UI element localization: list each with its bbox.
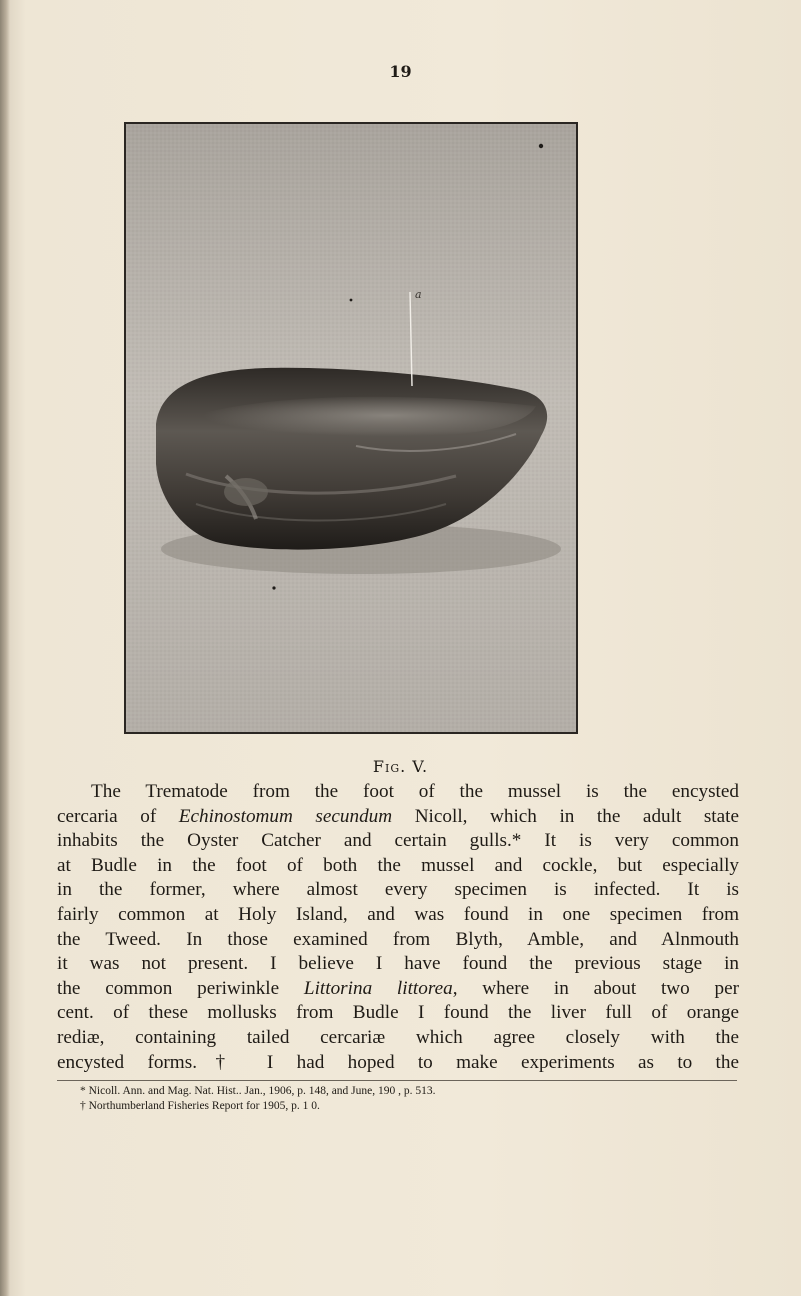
body-line: encysted forms.† I had hoped to make experiments as to the xyxy=(57,1051,739,1073)
footnotes xyxy=(80,1084,740,1114)
footnote-1: * Nicoll. Ann. and Mag. Nat. Hist.. Jan., 1906, p. 148, and June, 190 , p. 513. xyxy=(80,1085,436,1097)
body-line: The Trematode from the foot of the mussel is the encysted xyxy=(91,781,739,802)
body-line: cercaria of Echinostomum secundum Nicoll, which in the adult state xyxy=(57,805,740,827)
body-line: it was not present. I believe I have found the previous stage in xyxy=(57,953,739,975)
body-line: the Tweed. In those examined from Blyth, Amble, and Alnmouth xyxy=(57,928,739,950)
footnote-rule xyxy=(57,1080,737,1081)
body-text xyxy=(57,780,739,1075)
body-line: the common periwinkle Littorina littorea, where in about two per xyxy=(57,977,739,999)
body-line: rediæ, containing tailed cercariæ which agree closely with the xyxy=(57,1026,739,1048)
footnote-2: † Northumberland Fisheries Report for 1905, p. 1 0. xyxy=(80,1100,320,1112)
page-spine-shadow xyxy=(0,0,10,1296)
figure-label-mark: a xyxy=(415,288,422,301)
figure-caption: Fig. V. xyxy=(372,757,429,776)
body-line: cent. of these mollusks from Budle I found the liver full of orange xyxy=(57,1002,739,1024)
body-line: inhabits the Oyster Catcher and certain gulls.* It is very common xyxy=(57,830,739,852)
page-number: 19 xyxy=(389,62,412,81)
mussel-photograph xyxy=(126,124,576,732)
body-line: in the former, where almost every specimen is infected. It is xyxy=(57,879,739,901)
figure-plate xyxy=(124,122,578,734)
body-line: at Budle in the foot of both the mussel and cockle, but especially xyxy=(57,854,739,876)
body-line: fairly common at Holy Island, and was found in one specimen from xyxy=(57,903,739,925)
